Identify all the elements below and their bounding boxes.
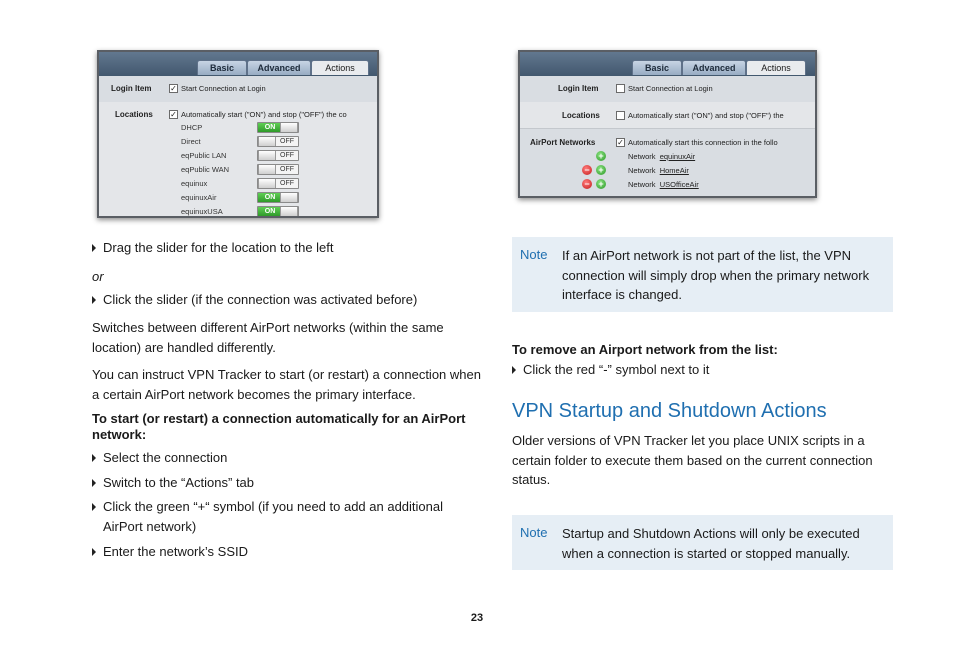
add-network-icon[interactable]: + [596, 179, 606, 189]
bullet-drag-slider: Drag the slider for the location to the left [103, 240, 334, 255]
bullet-arrow-icon [92, 454, 96, 462]
paragraph-switches: Switches between different AirPort networks (within the same location) are handled differently. [92, 320, 444, 355]
bullet-click-slider: Click the slider (if the connection was activated before) [103, 292, 418, 307]
slider-off-label: OFF [280, 152, 294, 159]
login-item-section [99, 76, 377, 102]
slider-off-label: OFF [280, 138, 294, 145]
subheading-remove-network: To remove an Airport network from the list: [512, 342, 778, 357]
paragraph-instruct: You can instruct VPN Tracker to start (or restart) a connection when a certain AirPort network becomes the primary interface. [92, 367, 481, 402]
login-item-label: Login Item [558, 84, 599, 93]
slider-on-label: ON [258, 193, 282, 202]
locations-section [99, 102, 377, 218]
locations-checkbox[interactable] [616, 111, 625, 120]
network-ssid[interactable]: HomeAir [659, 166, 689, 175]
remove-network-icon[interactable]: − [582, 165, 592, 175]
login-item-option: Start Connection at Login [628, 84, 713, 93]
note-text: If an AirPort network is not part of the list, the VPN connection will simply drop when the primary network interface is changed. [562, 248, 870, 302]
tab-advanced[interactable]: Advanced [682, 60, 746, 75]
airport-networks-label: AirPort Networks [530, 138, 596, 147]
location-slider[interactable] [257, 192, 299, 203]
location-name: eqPublic WAN [181, 165, 230, 174]
tab-bar [520, 52, 815, 76]
locations-option: Automatically start ("ON") and stop ("OFF") the co [181, 110, 347, 119]
login-item-label: Login Item [111, 84, 152, 93]
note-box-startup [512, 515, 893, 570]
section-heading: VPN Startup and Shutdown Actions [512, 400, 827, 422]
bullet-arrow-icon [512, 366, 516, 374]
step-switch-tab: Switch to the “Actions” tab [103, 475, 255, 490]
airport-section [520, 129, 815, 198]
subheading-start-restart: To start (or restart) a connection automatically for an AirPort network: [92, 411, 466, 442]
tab-basic[interactable]: Basic [197, 60, 247, 75]
location-slider[interactable] [257, 164, 299, 175]
tab-advanced[interactable]: Advanced [247, 60, 311, 75]
slider-knob[interactable] [280, 207, 298, 216]
network-entry [628, 152, 695, 161]
slider-knob[interactable] [280, 123, 298, 132]
locations-label: Locations [115, 110, 153, 119]
airport-checkbox[interactable]: ✓ [617, 138, 624, 147]
slider-off-label: OFF [280, 180, 294, 187]
network-prefix: Network [628, 166, 656, 175]
network-ssid[interactable]: equinuxAir [659, 152, 696, 161]
slider-on-label: ON [258, 207, 282, 216]
paragraph-older-versions: Older versions of VPN Tracker let you place UNIX scripts in a certain folder to execute them based on the current connection status. [512, 433, 873, 487]
location-slider[interactable] [257, 206, 299, 217]
step-enter-ssid: Enter the network’s SSID [103, 544, 248, 559]
tab-basic[interactable]: Basic [632, 60, 682, 75]
location-name: eqPublic LAN [181, 151, 227, 160]
location-slider[interactable] [257, 150, 299, 161]
network-entry [628, 166, 689, 175]
login-item-section [520, 76, 815, 102]
note-label: Note [520, 247, 548, 262]
login-item-checkbox[interactable]: ✓ [170, 84, 177, 93]
locations-checkbox[interactable]: ✓ [170, 110, 177, 119]
remove-network-icon[interactable]: − [582, 179, 592, 189]
location-slider[interactable] [257, 178, 299, 189]
location-slider[interactable] [257, 136, 299, 147]
location-name: Direct [181, 137, 201, 146]
note-text: Startup and Shutdown Actions will only be executed when a connection is started or stopped manually. [562, 526, 860, 561]
tab-actions[interactable]: Actions [746, 60, 806, 75]
network-ssid[interactable]: USOfficeAir [659, 180, 699, 189]
login-item-option: Start Connection at Login [181, 84, 266, 93]
screenshot-actions-airport [518, 50, 817, 198]
tab-actions[interactable]: Actions [311, 60, 369, 75]
slider-knob[interactable] [258, 165, 276, 174]
airport-option: Automatically start this connection in the follo [628, 138, 778, 147]
location-name: equinuxUSA [181, 207, 223, 216]
network-prefix: Network [628, 152, 656, 161]
bullet-arrow-icon [92, 244, 96, 252]
add-network-icon[interactable]: + [596, 165, 606, 175]
network-entry [628, 180, 699, 189]
slider-knob[interactable] [258, 151, 276, 160]
slider-knob[interactable] [280, 193, 298, 202]
bullet-arrow-icon [92, 503, 96, 511]
location-name: DHCP [181, 123, 203, 132]
locations-option: Automatically start ("ON") and stop ("OFF") the [628, 111, 784, 120]
step-click-green: Click the green “+“ symbol (if you need to add an additional AirPort network) [103, 499, 443, 534]
or-text: or [92, 269, 104, 284]
bullet-arrow-icon [92, 548, 96, 556]
slider-knob[interactable] [258, 137, 276, 146]
location-slider[interactable] [257, 122, 299, 133]
location-name: equinux [181, 179, 208, 188]
locations-section [520, 102, 815, 129]
locations-label: Locations [562, 111, 600, 120]
step-click-red: Click the red “-” symbol next to it [523, 362, 710, 377]
slider-off-label: OFF [280, 166, 294, 173]
page-number: 23 [470, 612, 484, 624]
login-item-checkbox[interactable] [616, 84, 625, 93]
slider-on-label: ON [258, 123, 282, 132]
network-prefix: Network [628, 180, 656, 189]
step-select-connection: Select the connection [103, 450, 228, 465]
note-box-airport [512, 237, 893, 312]
bullet-arrow-icon [92, 296, 96, 304]
bullet-arrow-icon [92, 479, 96, 487]
slider-knob[interactable] [258, 179, 276, 188]
screenshot-actions-locations [97, 50, 379, 218]
note-label: Note [520, 525, 548, 540]
add-network-icon[interactable]: + [596, 151, 606, 161]
location-name: equinuxAir [181, 193, 217, 202]
tab-bar [99, 52, 377, 76]
